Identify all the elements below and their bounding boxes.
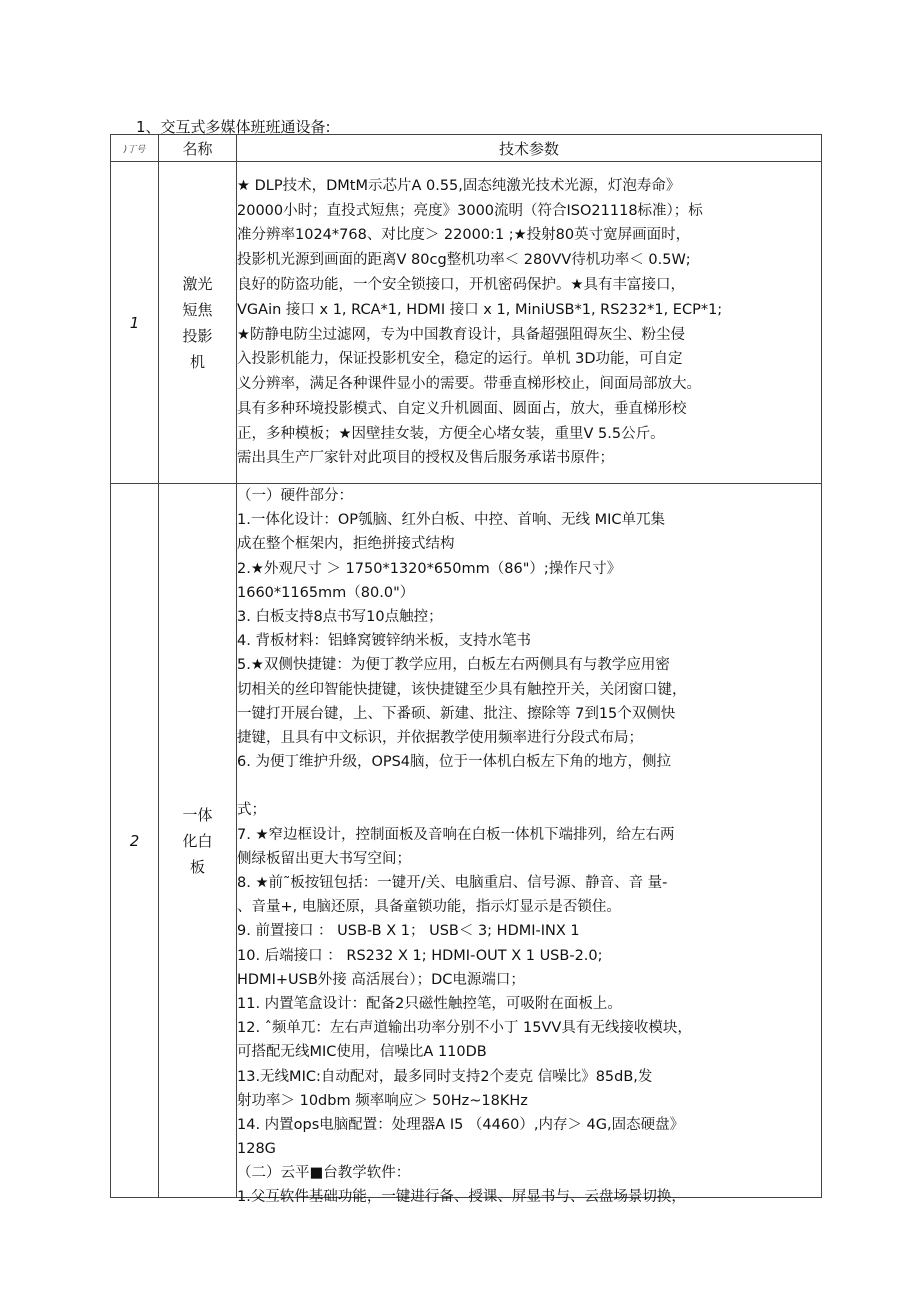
param-line: 9. 前置接口 ： USB-B X 1； USB＜ 3; HDMI-INX 1 xyxy=(237,923,580,940)
table-row xyxy=(111,484,822,1198)
param-line: ★ DLP技术，DMtM示芯片A 0.55,固态纯激光技术光源，灯泡寿命》 xyxy=(237,177,681,194)
param-line: 11. 内置笔盒设计：配备2只磁性触控笔，可吸附在面板上。 xyxy=(237,995,622,1012)
param-line: 10. 后端接口 ： RS232 X 1; HDMI-OUT X 1 USB-2.0; xyxy=(237,947,603,964)
param-line: （二）云平■台教学软件： xyxy=(237,1165,411,1182)
param-line: （一）硬件部分： xyxy=(237,488,353,504)
param-line: 7. ★窄边框设计，控制面板及音响在白板一体机下端排列，给左右两 xyxy=(237,826,675,843)
table-header-row xyxy=(111,135,822,162)
header-no: )丁号 xyxy=(111,135,159,162)
item-name-line: 激光 xyxy=(182,274,213,293)
param-line: 14. 内置ops电脑配置：处理器A I5 （4460）,内存＞ 4G,固态硬盘》 xyxy=(237,1116,685,1133)
header-name: 名称 xyxy=(159,135,237,162)
section-heading: 1、交互式多媒体班班通设备: xyxy=(136,118,331,136)
param-line: 4. 背板材料：铝蜂窝镀锌纳米板，支持水笔书 xyxy=(237,633,531,650)
item-name-line: 一体 xyxy=(182,805,213,824)
param-line: 6. 为便丁维护升级，OPS4脑，位于一体机白板左下角的地方，侧拉 xyxy=(237,754,672,771)
param-line: 捷键，且具有中文标识，并依据教学使用频率进行分段式布局； xyxy=(237,729,643,746)
param-line: 20000小时；直投式短焦；亮度》3000流明（符合ISO21118标准）；标 xyxy=(237,202,703,219)
item-name-line: 机 xyxy=(189,352,205,371)
table-row xyxy=(111,162,822,484)
param-line: 成在整个框架内，拒绝拼接式结构 xyxy=(237,536,455,553)
param-line: 13.无线MIC:自动配对，最多同时支持2个麦克 信噪比》85dB,发 xyxy=(237,1068,653,1085)
param-line: 切相关的丝印智能快捷键，该快捷键至少具有触控开关，关闭窗口键， xyxy=(237,681,687,698)
item-name xyxy=(159,484,237,1198)
param-line: 侧绿板留出更大书写空间； xyxy=(237,850,411,867)
param-lines-clip xyxy=(237,484,821,1206)
param-line: 3. 白板支持8点书写10点触控； xyxy=(237,608,443,625)
item-name-line: 板 xyxy=(189,857,205,876)
item-name xyxy=(159,162,237,484)
param-line: 12. ˆ频单兀：左右声道输出功率分别不小丁 15VV具有无线接收模块， xyxy=(237,1020,692,1037)
spec-table xyxy=(110,134,822,1206)
param-line: 需出具生产厂家针对此项目的授权及售后服务承诺书原件； xyxy=(237,450,614,467)
param-line: 1660*1165mm（80.0"） xyxy=(237,584,415,601)
param-line: 准分辨率1024*768、对比度＞ 22000:1 ;★投射80英寸宽屏画面时， xyxy=(237,227,691,244)
row-number: 1 xyxy=(111,162,159,484)
param-line: 一键打开展台键，上、下番硕、新建、批注、擦除等 7到15个双侧快 xyxy=(237,705,676,722)
param-line: 义分辨率，满足各种课件显小的需要。带垂直梯形校止，间面局部放大。 xyxy=(237,376,701,393)
param-line: 射功率＞ 10dbm 频率响应＞ 50Hz~18KHz xyxy=(237,1092,528,1109)
param-line: 、音量+, 电脑还原，具备童锁功能，指示灯显示是否锁住。 xyxy=(237,899,621,916)
item-name-line: 短焦 xyxy=(182,300,213,319)
item-params xyxy=(237,162,822,484)
param-line: HDMI+USB外接 高活展台）；DC电源端口； xyxy=(237,971,525,988)
param-line: 1.一体化设计：OP瓠脑、红外白板、中控、首响、无线 MIC单兀集 xyxy=(237,512,666,529)
item-name-line: 化白 xyxy=(182,831,213,850)
param-line: 可搭配无线MIC使用，信噪比A 110DB xyxy=(237,1044,487,1061)
param-line: ★防静电防尘过滤网，专为中国教育设计，具备超强阻碍灰尘、粉尘侵 xyxy=(237,326,685,343)
header-params: 技术参数 xyxy=(237,135,822,162)
param-line: 具有多种环境投影模式、自定义升机圆面、圆面占，放大，垂直梯形校 xyxy=(237,400,687,417)
param-line: 投影机光源到画面的距离V 80cg整机功率＜ 280VV待机功率＜ 0.5W; xyxy=(237,252,691,269)
item-params xyxy=(237,484,822,1206)
param-line: 8. ★前˜板按钮包括：一键开/关、电脑重启、信号源、静音、音 量- xyxy=(237,875,668,891)
param-line: 1.父互软件基础功能，一键进行备、授课、屏显书与、云盘场景切换， xyxy=(237,1189,686,1206)
param-line: 2.★外观尺寸 ＞ 1750*1320*650mm（86"）;操作尺寸》 xyxy=(237,560,622,577)
param-line xyxy=(237,774,821,798)
param-line: 正，多种模板；★因壁挂女装，方便全心堵女装，重里V 5.5公斤。 xyxy=(237,425,665,442)
param-line: VGAin 接口 x 1, RCA*1, HDMI 接口 x 1, MiniUSB*1, RS232*1, ECP*1; xyxy=(237,301,723,318)
param-line: 5.★双侧快捷键：为便丁教学应用，白板左右两侧具有与教学应用密 xyxy=(237,657,670,674)
row-number: 2 xyxy=(111,484,159,1198)
param-line: 式； xyxy=(237,802,266,819)
param-line: 入投影机能力，保证投影机安全，稳定的运行。单机 3D功能，可自定 xyxy=(237,351,683,368)
param-line: 128G xyxy=(237,1141,276,1158)
param-line: 良好的防盗功能，一个安全锁接口，开机密码保护。★具有丰富接口， xyxy=(237,276,685,293)
item-name-line: 投影 xyxy=(182,326,213,345)
